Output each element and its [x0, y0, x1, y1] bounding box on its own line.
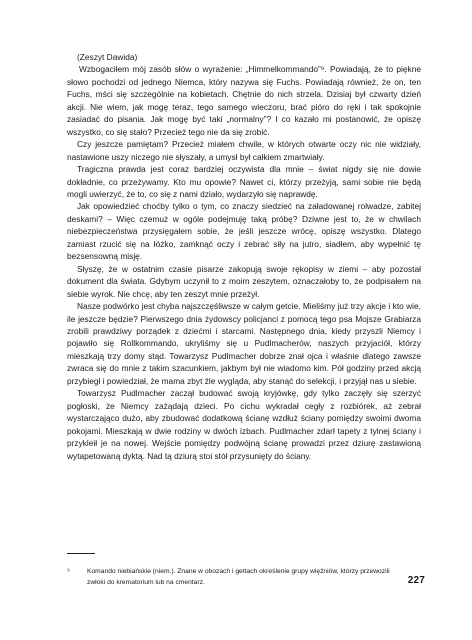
footnote-number: ⁹ [67, 568, 70, 575]
paragraph: Tragiczna prawda jest coraz bardziej oczywista dla mnie – świat nigdy się nie dowie dokładnie, co przeżywamy. Kto mu opowie? Nawet ci, którzy przeżyją, sami sobie nie będą mogli uwierzyć, że to, co się z nami działo, wydarzyło się naprawdę. [67, 164, 421, 199]
paragraph: Jak opowiedzieć choćby tylko o tym, co znaczy siedzieć na załadowanej rolwadze, zabitej deskami? – Więc czemuż w ogóle podejmuję taką próbę? Dziwne jest to, że w chwilach niebezpieczeństwa przysięgałem sobie, że jeśli jeszcze wrócę, opiszę wszystko. Dlatego zamiast rzucić się na łóżko, zamknąć oczy i zebrać siły na jutro, siadłem, aby wypełnić tę bezsensowną misję. [67, 201, 421, 262]
paragraph: Wzbogaciłem mój zasób słów o wyrażenie: „Himmelkommando”⁹. Powiadają, że to piękne słowo pochodzi od jednego Niemca, który nazywa się Fuchs. Powiadają również, że on, ten Fuchs, mści się szczególnie na kobietach. Chętnie do nich strzela. Dzisiaj był czwarty dzień akcji. Nie wiem, jak mogę teraz, tego samego wieczoru, brać pióro do ręki i tak spokojnie zasiadać do pisania. Jak mogę być taki „normalny”? I co kazało mi postanowić, że opiszę wszystko, co się stało? Przecież tego nie da się zrobić. [67, 64, 421, 137]
footnote [67, 566, 409, 588]
paragraph: Towarzysz Pudlmacher zaczął budować swoją kryjówkę, gdy tylko zaczęły się szerzyć pogłoski, że Niemcy zażądają dzieci. Po cichu wykradał cegły z rozbiórek, aż zebrał wystarczająco dużo, aby zbudować dodatkową ścianę wzdłuż ściany pomiędzy swoimi dwoma pokojami. Mieszkają w dwie rodziny w dwóch izbach. Pudlmacher zdarł tapety z tylnej ściany i przykleił je na nowej. Wejście pomiędzy podwójną ścianę prowadzi przez dziurę zastawioną wytapetowaną dyktą. Nad tą dziurą stoi stół przysunięty do ściany. [67, 388, 421, 461]
page-number: 227 [407, 575, 425, 586]
footnote-text: Komando niebiańskie (niem.). Znane w obozach i gettach określenie grupy więźniów, którzy przewozili zwłoki do krematorium lub na cmentarz. [87, 568, 390, 586]
footnote-divider [67, 553, 95, 554]
paragraph: Słyszę, że w ostatnim czasie pisarze zakopują swoje rękopisy w ziemi – aby pozostał dokument dla świata. Gdybym uczynił to z moim zeszytem, oznaczałoby to, że podpisałem na siebie wyrok. Nie chcę, aby ten zeszyt mnie przeżył. [67, 263, 421, 299]
paragraph: Czy jeszcze pamiętam? Przecież miałem chwile, w których otwarte oczy nic nie widziały, nastawione uszy niczego nie słyszały, a umysł był całkiem zmartwiały. [67, 139, 421, 162]
section-heading: (Zeszyt Dawida) [77, 52, 138, 62]
body-text [67, 51, 421, 462]
paragraph: Nasze podwórko jest chyba najszczęśliwsze w całym getcie. Mieliśmy już trzy akcje i kto wie, ile jeszcze będzie? Pierwszego dnia żydowscy policjanci z pomocą tego psa Mojsze Grabiarza zrobili prawdziwy porządek z dziećmi i starcami. Następnego dnia, kiedy przyszli Niemcy i pojawiło się Rollkommando, ukryliśmy się u Pudlmacherów, naszych przyjaciół, którzy mieszkają trzy domy stąd. Towarzysz Pudlmacher dobrze znał ojca i właśnie dlatego zawsze zwraca się do mnie z takim szacunkiem, jakbym był nie wiadomo kim. Pół godziny przed akcją przybiegł i powiedział, że mama zbyt źle wygląda, aby stanąć do selekcji, i przyjął nas u siebie. [67, 301, 421, 386]
